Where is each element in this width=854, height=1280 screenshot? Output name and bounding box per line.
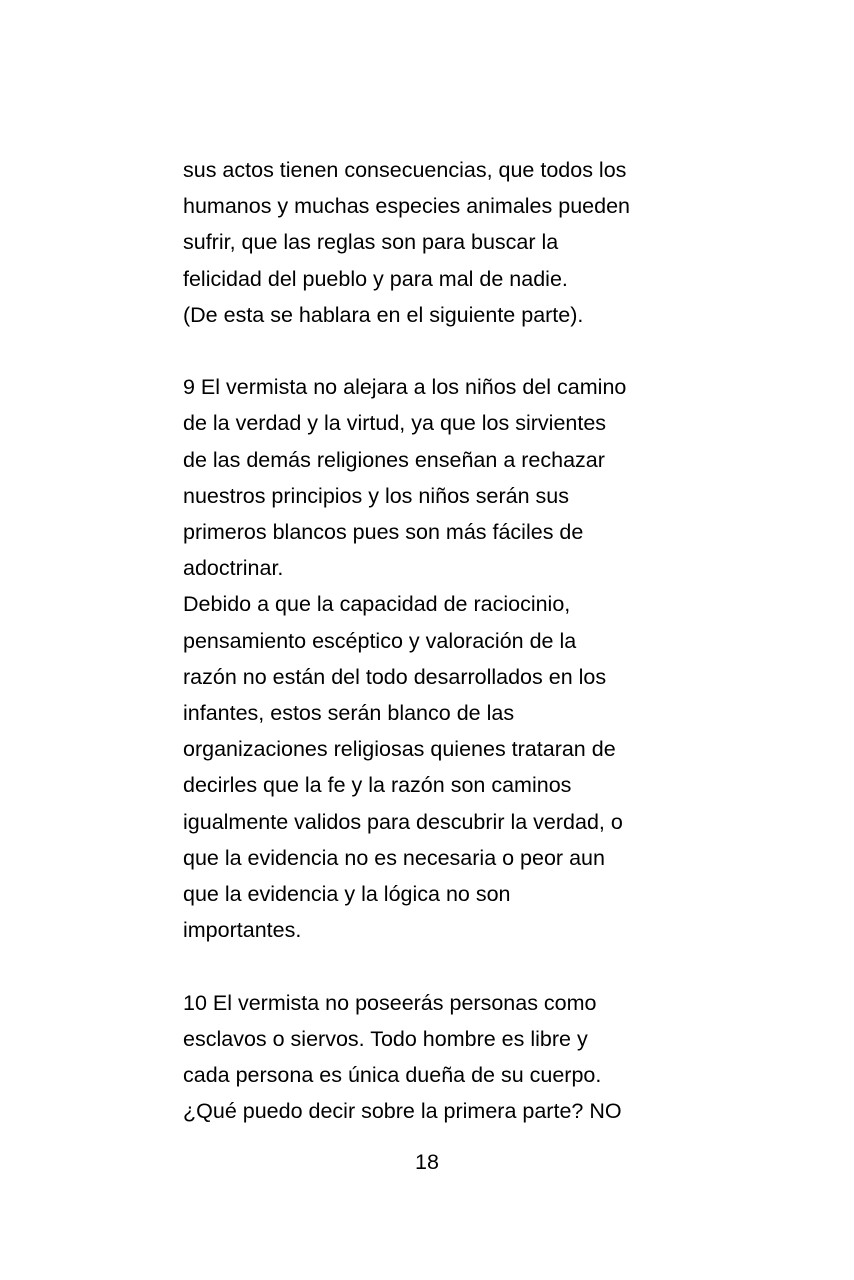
text-line: Debido a que la capacidad de raciocinio, [183, 592, 571, 617]
text-line: sus actos tienen consecuencias, que todos los [183, 158, 627, 182]
text-line: importantes. [183, 918, 302, 943]
text-line: sufrir, que las reglas son para buscar la [183, 230, 559, 255]
text-line: razón no están del todo desarrollados en los [183, 664, 607, 689]
text-line: adoctrinar. [183, 556, 284, 581]
body-text [183, 152, 683, 1129]
text-line: igualmente validos para descubrir la verdad, o [183, 809, 623, 834]
text-line: infantes, estos serán blanco de las [183, 701, 515, 726]
text-line: felicidad del pueblo y para mal de nadie. [183, 266, 568, 291]
text-line: organizaciones religiosas quienes trataran de [183, 737, 616, 762]
text-line: nuestros principios y los niños serán sus [183, 483, 569, 508]
text-line: (De esta se hablara en el siguiente parte). [183, 302, 584, 327]
text-line: esclavos o siervos. Todo hombre es libre y [183, 1026, 588, 1051]
text-line: humanos y muchas especies animales pueden [183, 194, 630, 219]
text-line: decirles que la fe y la razón son caminos [183, 773, 572, 798]
paragraph-gap [183, 948, 683, 984]
text-line: 10 El vermista no poseerás personas como [183, 990, 597, 1015]
page-number: 18 [415, 1150, 439, 1174]
text-line: de la verdad y la virtud, ya que los sirvientes [183, 411, 607, 436]
paragraph-gap [183, 333, 683, 369]
text-line: cada persona es única dueña de su cuerpo. [183, 1063, 602, 1088]
text-line: que la evidencia no es necesaria o peor aun [183, 845, 605, 870]
text-line: 9 El vermista no alejara a los niños del camino [183, 375, 627, 400]
text-line: primeros blancos pues son más fáciles de [183, 520, 584, 545]
text-line: de las demás religiones enseñan a rechazar [183, 447, 605, 472]
text-line: ¿Qué puedo decir sobre la primera parte? NO [183, 1099, 622, 1124]
text-line: pensamiento escéptico y valoración de la [183, 628, 577, 653]
text-line: que la evidencia y la lógica no son [183, 882, 511, 907]
